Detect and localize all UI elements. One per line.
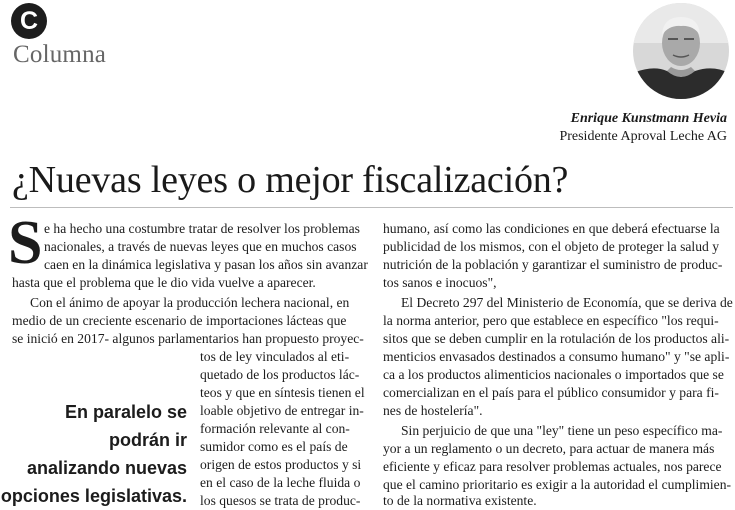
article-line: sitos que se deben cumplir en la rotulación de los productos ali- xyxy=(383,331,730,346)
author-name: Enrique Kunstmann Hevia xyxy=(570,111,727,126)
headline-divider xyxy=(10,207,733,208)
pull-quote-line: En paralelo se xyxy=(64,402,187,422)
article-line: e ha hecho una costumbre tratar de resolver los problemas xyxy=(44,221,360,236)
article-line: en el caso de la leche fluida o xyxy=(200,475,361,490)
article-line: tos sanos e inocuos", xyxy=(383,275,497,290)
pull-quote-line: opciones legislativas. xyxy=(0,486,187,506)
article-line: origen de estos productos y si xyxy=(200,457,362,472)
article-line: nutrición de la población y garantizar el suministro de produc- xyxy=(383,257,723,272)
drop-cap: S xyxy=(8,209,43,277)
article-line: yor a un reglamento o un decreto, para actuar de manera más xyxy=(383,441,715,456)
article-line: que el camino prioritario es exigir a la autoridad el cumplimien- xyxy=(383,477,732,492)
article-line: eficiente y eficaz para resolver problemas actuales, nos parece xyxy=(383,459,722,474)
column-badge: C xyxy=(11,3,47,39)
article-line: to de la normativa existente. xyxy=(383,493,537,508)
article-line: menticios envasados destinados a consumo humano" y "se apli- xyxy=(383,349,730,364)
article-line: se inició en 2017- algunos parlamentarios han propuesto proyec- xyxy=(12,331,364,346)
article-line: nacionales, a través de nuevas leyes que en muchos casos xyxy=(44,239,357,254)
article-line: tos de ley vinculados al eti- xyxy=(200,349,350,364)
article-line: comercializan en el país para el público consumidor y para fi- xyxy=(383,385,719,400)
article-line: quetado de los productos lác- xyxy=(200,367,360,382)
author-photo xyxy=(633,3,729,99)
article-line: loable objetivo de entregar in- xyxy=(200,403,364,418)
article-line: la norma anterior, pero que establece en específico "los requi- xyxy=(383,313,719,328)
article-line: caen en la dinámica legislativa y pasan los años sin avanzar xyxy=(44,257,368,272)
article-line: hasta que el problema que le dio vida vuelve a aparecer. xyxy=(12,275,316,290)
article-line: humano, así como las condiciones en que deberá efectuarse la xyxy=(383,221,720,236)
article-line: nes de hostelería". xyxy=(383,403,483,418)
article-line: Con el ánimo de apoyar la producción lechera nacional, en xyxy=(30,295,350,310)
article-line: teos y que en síntesis tienen el xyxy=(200,385,365,400)
author-role: Presidente Aproval Leche AG xyxy=(559,129,727,144)
article-line: los quesos se trata de produc- xyxy=(200,493,361,508)
article-line: sumidor como es el país de xyxy=(200,439,348,454)
article-line: ca a los productos alimenticios nacionales o importados que se xyxy=(383,367,724,382)
article-line: formación relevante al con- xyxy=(200,421,350,436)
article-line: medio de un creciente escenario de importaciones lácteas que xyxy=(12,313,347,328)
article-line: publicidad de los mismos, con el objeto de proteger la salud y xyxy=(383,239,719,254)
article-line: El Decreto 297 del Ministerio de Economía, que se deriva de xyxy=(401,295,733,310)
pull-quote-line: analizando nuevas xyxy=(26,458,187,478)
headline: ¿Nuevas leyes o mejor fiscalización? xyxy=(12,159,569,201)
article-line: Sin perjuicio de que una "ley" tiene un peso específico ma- xyxy=(401,423,723,438)
pull-quote-line: podrán ir xyxy=(108,430,187,450)
section-label: Columna xyxy=(13,41,107,68)
